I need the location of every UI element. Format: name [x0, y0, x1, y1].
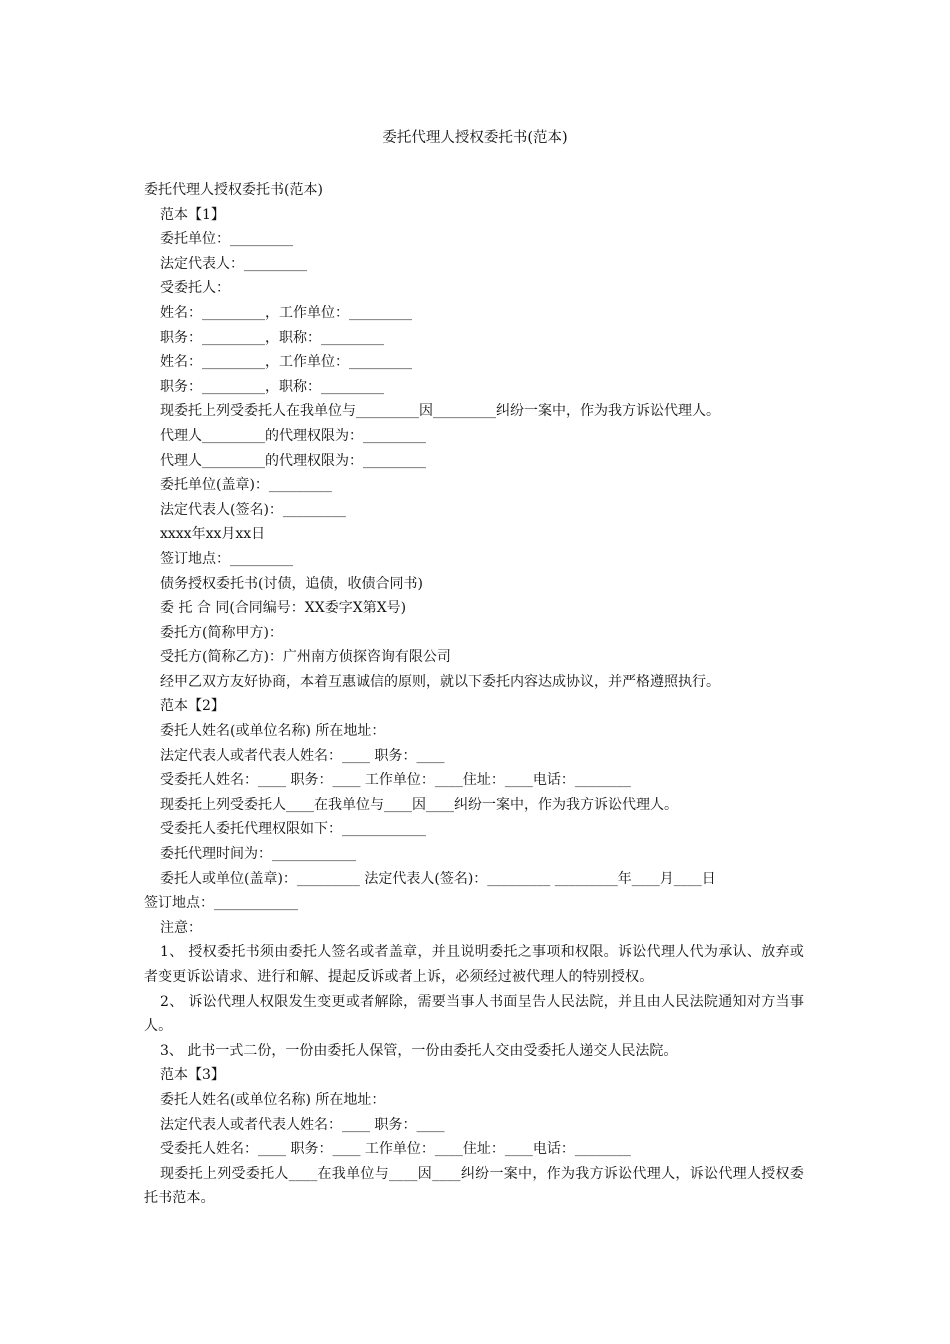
text-line: 受委托人：: [160, 280, 230, 297]
text-line: 受托方(简称乙方)：广州南方侦探咨询有限公司: [160, 649, 451, 666]
text-line: 范本【3】: [160, 1067, 225, 1084]
text-line: 委托人姓名(或单位名称) 所在地址：: [160, 1091, 386, 1108]
text-line: 范本【2】: [160, 698, 225, 715]
text-line: 职务：_________，职称：_________: [160, 329, 384, 346]
text-line: 职务：_________，职称：_________: [160, 378, 384, 395]
text-line: 法定代表人(签名)：_________: [160, 501, 346, 518]
paragraph: 1、 授权委托书须由委托人签名或者盖章，并且说明委托之事项和权限。诉讼代理人代为承认、放弃或者变更诉讼请求、进行和解、提起反诉或者上诉，必须经过被代理人的特别授权。: [144, 944, 804, 985]
text-line: 注意：: [160, 919, 202, 936]
text-line: 姓名：_________，工作单位：_________: [160, 304, 412, 321]
text-line: 代理人_________的代理权限为：_________: [160, 452, 426, 469]
text-line: 委 托 合 同(合同编号：XX委字X第X号): [160, 600, 407, 617]
text-line: 范本【1】: [160, 206, 225, 223]
paragraph: 2、 诉讼代理人权限发生变更或者解除，需要当事人书面呈告人民法院，并且由人民法院通知对方当事人。: [144, 993, 804, 1035]
text-line: 委托人姓名(或单位名称) 所在地址：: [160, 723, 386, 740]
text-line: 受委托人姓名：____ 职务：____ 工作单位：____住址：____电话：________: [160, 1141, 631, 1158]
text-line: 委托代理人授权委托书(范本): [144, 182, 323, 198]
text-line: 委托方(简称甲方)：: [160, 624, 283, 641]
text-line: 法定代表人或者代表人姓名：____ 职务：____: [160, 747, 445, 764]
text-line: 受委托人委托代理权限如下：____________: [160, 821, 426, 838]
text-line: 签订地点：_________: [160, 550, 293, 567]
text-line: 委托单位：_________: [160, 231, 293, 248]
text-line: 委托人或单位(盖章)：_________ 法定代表人(签名)：_________ _________年____月____日: [160, 870, 716, 887]
paragraph: 现委托上列受委托人____在我单位与____因____纠纷一案中，作为我方诉讼代理人，诉讼代理人授权委托书范本。: [144, 1165, 804, 1207]
text-line: 委托代理时间为：____________: [160, 846, 356, 863]
text-line: 签订地点：____________: [144, 895, 298, 912]
document-title: 委托代理人授权委托书(范本): [382, 130, 568, 146]
text-line: 法定代表人：_________: [160, 255, 307, 272]
text-line: 债务授权委托书(讨债，追债，收债合同书): [160, 575, 423, 592]
text-line: 委托单位(盖章)：_________: [160, 477, 332, 494]
text-line: 经甲乙双方友好协商，本着互惠诚信的原则，就以下委托内容达成协议，并严格遵照执行。: [160, 673, 720, 690]
text-line: xxxx年xx月xx日: [160, 526, 266, 543]
text-line: 受委托人姓名：____ 职务：____ 工作单位：____住址：____电话：________: [160, 772, 631, 789]
text-line: 法定代表人或者代表人姓名：____ 职务：____: [160, 1116, 445, 1133]
text-line: 3、 此书一式二份，一份由委托人保管，一份由委托人交由受委托人递交人民法院。: [160, 1042, 678, 1059]
document-body: [144, 178, 804, 1211]
text-line: 现委托上列受委托人____在我单位与____因____纠纷一案中，作为我方诉讼代理人。: [160, 796, 678, 813]
text-line: 现委托上列受委托人在我单位与_________因_________纠纷一案中，作为我方诉讼代理人。: [160, 403, 720, 420]
text-line: 姓名：_________，工作单位：_________: [160, 354, 412, 371]
text-line: 代理人_________的代理权限为：_________: [160, 427, 426, 444]
